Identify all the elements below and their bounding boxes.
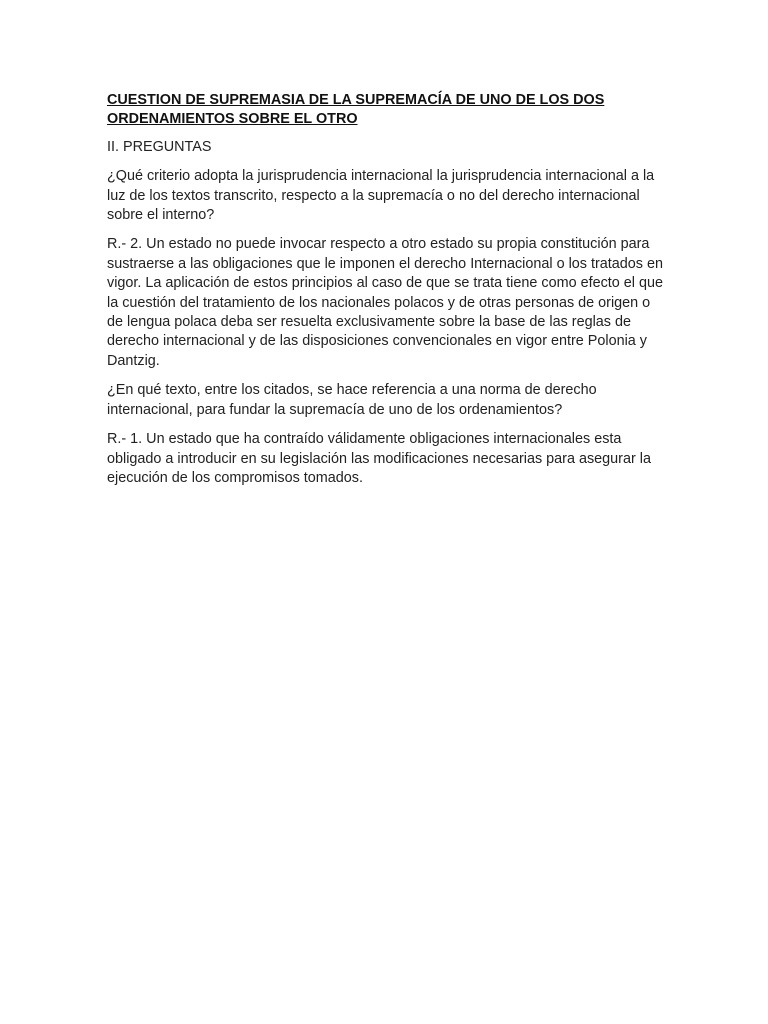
answer-paragraph: R.- 2. Un estado no puede invocar respecto a otro estado su propia constitución para sustraerse a las obligaciones que le imponen el derecho Internacional o los tratados en vigor. La aplicación de estos principios al caso de que se trata tiene como efecto el que la cuestión del tratamiento de los nacionales polacos y de otras personas de origen o de lengua polaca deba ser resuelta exclusivamente sobre la base de las reglas de derecho internacional y de las disposiciones convencionales en vigor entre Polonia y Dantzig.: [107, 236, 663, 369]
document-title: CUESTION DE SUPREMASIA DE LA SUPREMACÍA DE UNO DE LOS DOS ORDENAMIENTOS SOBRE EL OTRO: [107, 92, 605, 128]
document-body: [107, 91, 669, 498]
answer-paragraph: R.- 1. Un estado que ha contraído válidamente obligaciones internacionales esta obligado a introducir en su legislación las modificaciones necesarias para asegurar la ejecución de los compromisos tomados.: [107, 431, 651, 486]
section-heading: II. PREGUNTAS: [107, 138, 212, 155]
question-paragraph: ¿Qué criterio adopta la jurisprudencia internacional la jurisprudencia internacional a la luz de los textos transcrito, respecto a la supremacía o no del derecho internacional sobre el interno?: [107, 168, 655, 224]
question-paragraph: ¿En qué texto, entre los citados, se hace referencia a una norma de derecho internacional, para fundar la supremacía de uno de los ordenamientos?: [107, 382, 597, 418]
